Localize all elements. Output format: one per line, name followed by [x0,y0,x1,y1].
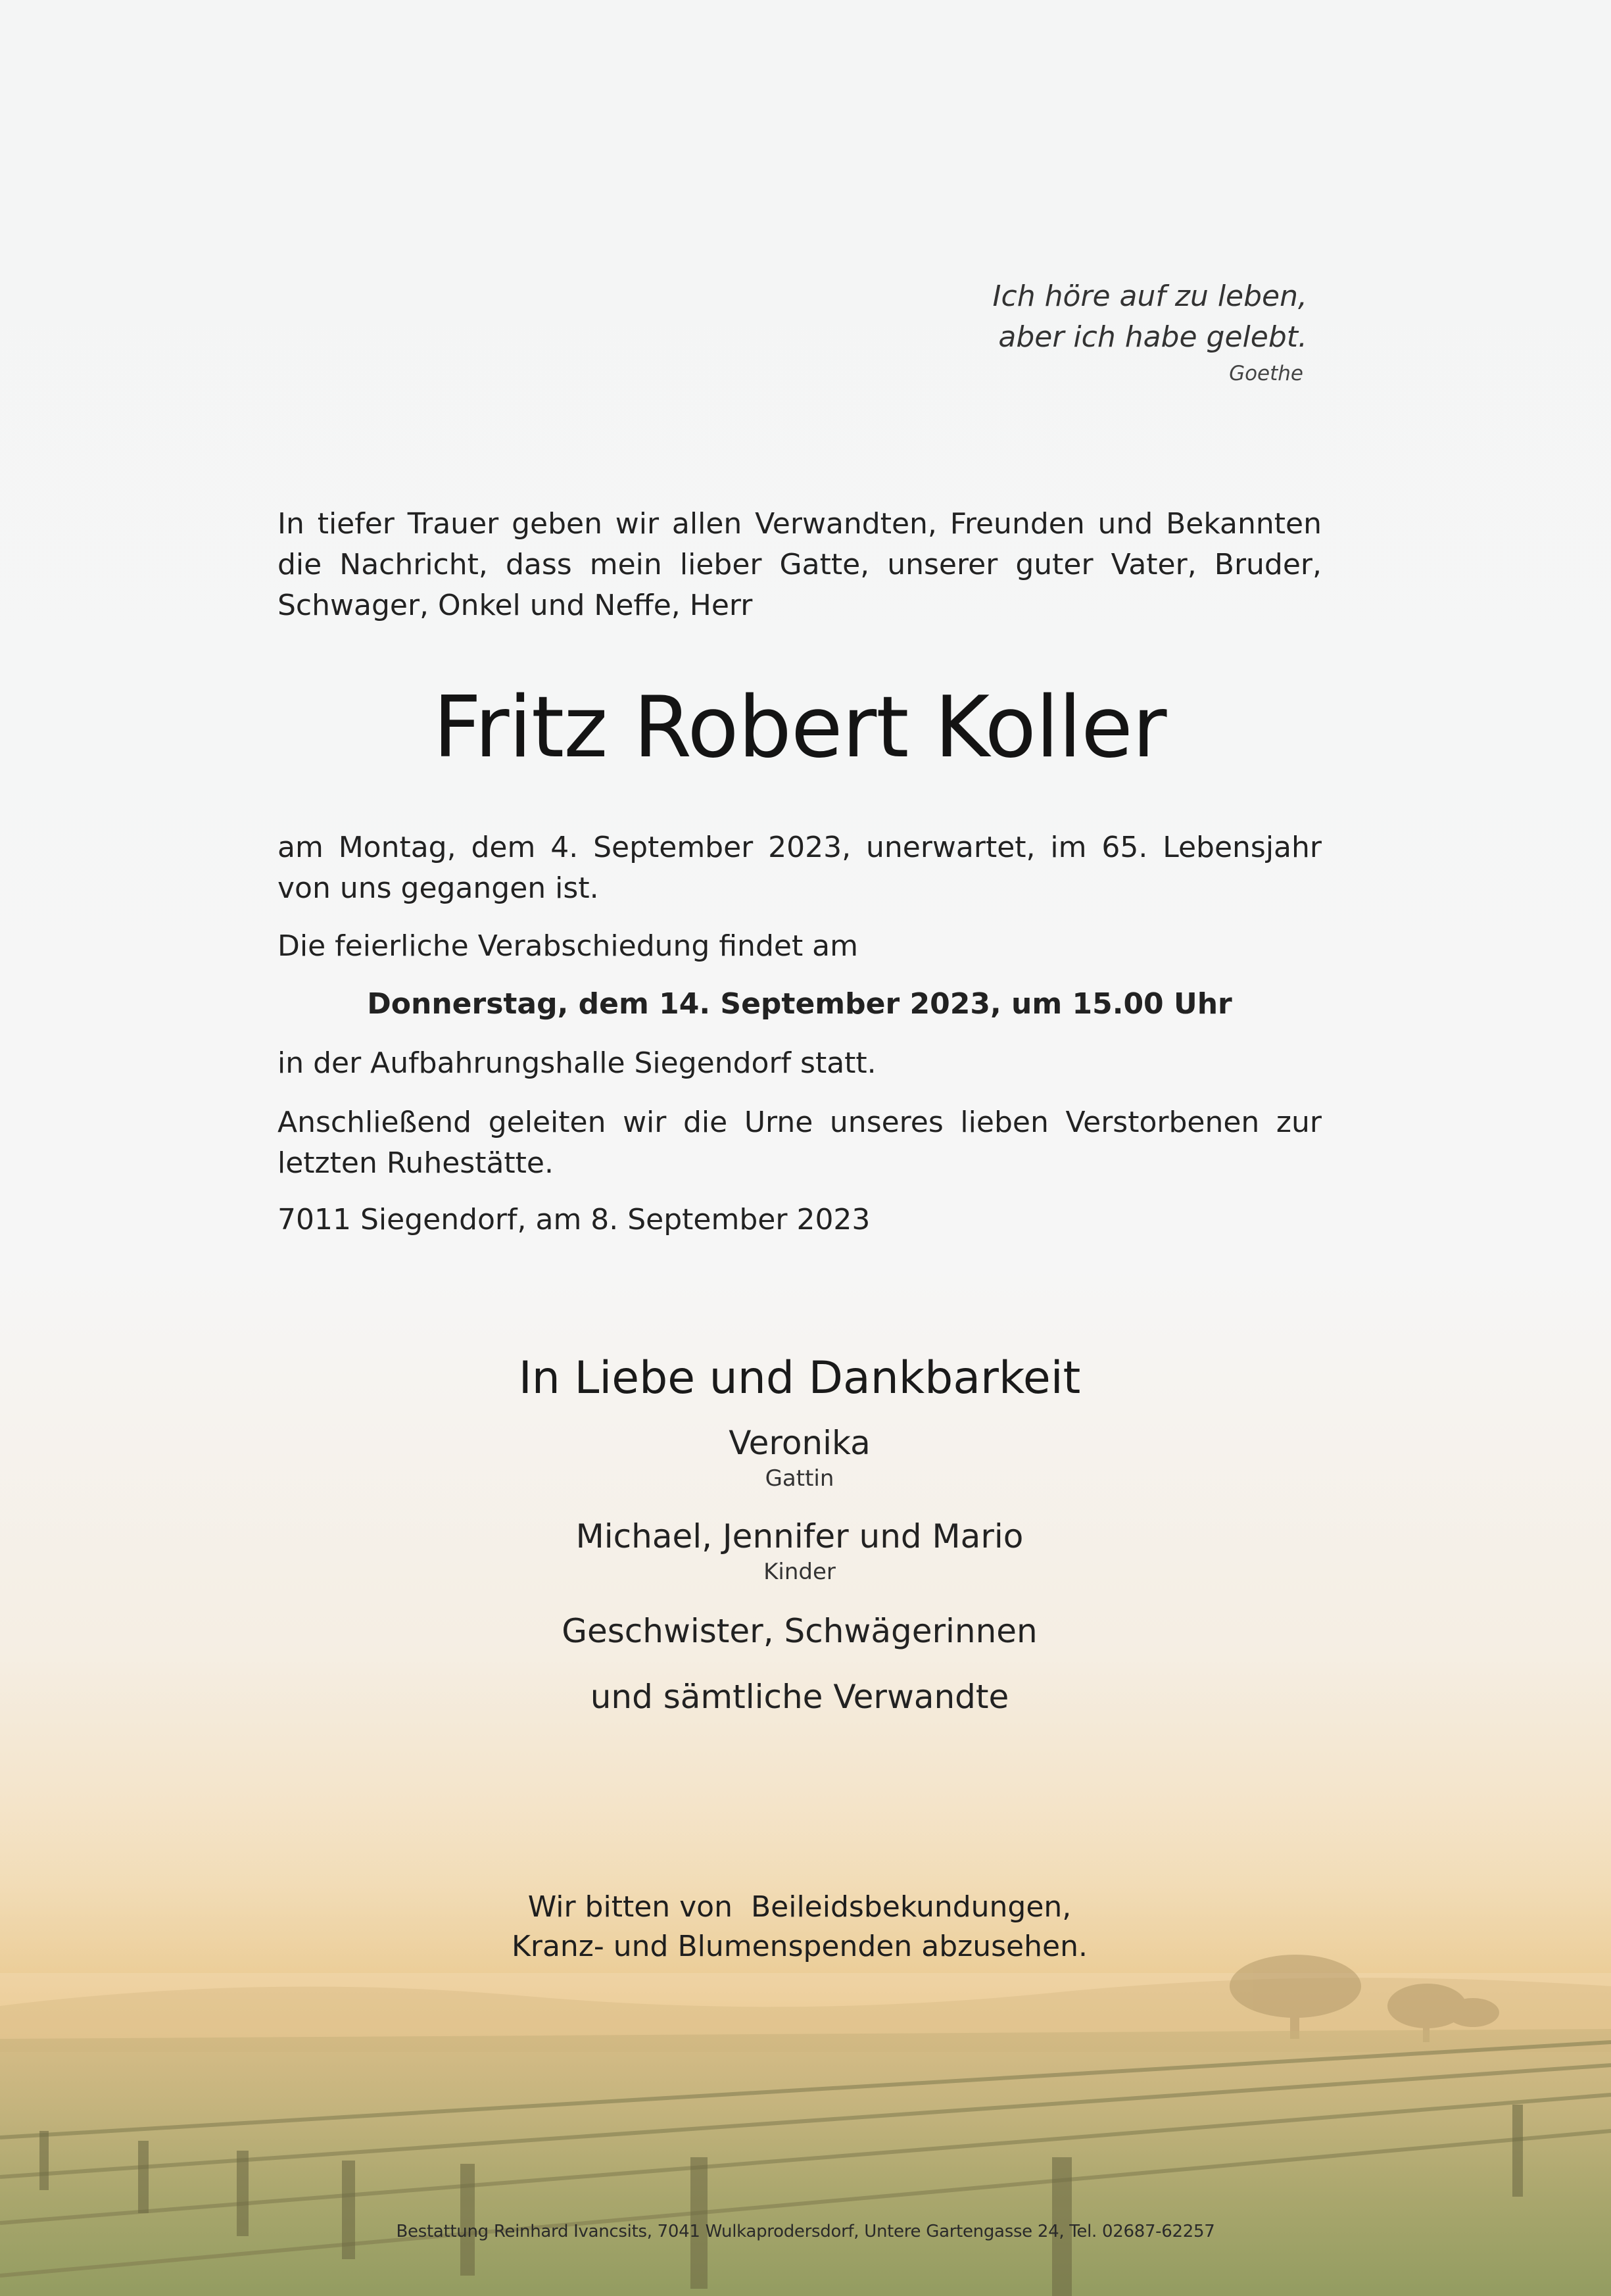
spouse-name: Veronika [729,1424,871,1462]
children-names: Michael, Jennifer und Mario [575,1517,1024,1555]
relatives: und sämtliche Verwandte [590,1678,1009,1716]
quote-line-1: Ich höre auf zu leben, [992,280,1307,313]
funeral-home-footer: Bestattung Reinhard Ivancsits, 7041 Wulkaprodersdorf, Untere Gartengasse 24, Tel. 02687-62257 [396,2222,1215,2241]
request-line-1: Wir bitten von Beileidsbekundungen, [527,1890,1072,1924]
quote-author: Goethe [1229,362,1303,385]
family-heading: In Liebe und Dankbarkeit [518,1352,1081,1404]
quote-line-2: aber ich habe gelebt. [998,320,1307,354]
ceremony-location: in der Aufbahrungshalle Siegendorf statt. [277,1046,877,1080]
ceremony-intro: Die feierliche Verabschiedung findet am [277,929,859,963]
ceremony-datetime: Donnerstag, dem 14. September 2023, um 15.00 Uhr [367,987,1232,1021]
deceased-name: Fritz Robert Koller [433,679,1166,777]
burial-paragraph: Anschließend geleiten wir die Urne unseres lieben Verstorbenen zur letzten Ruhestätte. [277,1106,1322,1180]
passing-paragraph: am Montag, dem 4. September 2023, unerwartet, im 65. Lebensjahr von uns gegangen ist. [277,831,1322,905]
place-date: 7011 Siegendorf, am 8. September 2023 [277,1203,871,1236]
request-line-2: Kranz- und Blumenspenden abzusehen. [512,1930,1088,1963]
goethe-quote [993,276,1307,388]
donation-request [277,1888,1322,1966]
children-role: Kinder [763,1559,836,1585]
spouse-role: Gattin [765,1465,834,1492]
family-section [277,1351,1322,1718]
siblings: Geschwister, Schwägerinnen [562,1612,1038,1650]
intro-paragraph: In tiefer Trauer geben wir allen Verwandten, Freunden und Bekannten die Nachricht, dass mein lieber Gatte, unserer guter Vater, Bruder, Schwager, Onkel und Neffe, Herr [277,507,1322,622]
